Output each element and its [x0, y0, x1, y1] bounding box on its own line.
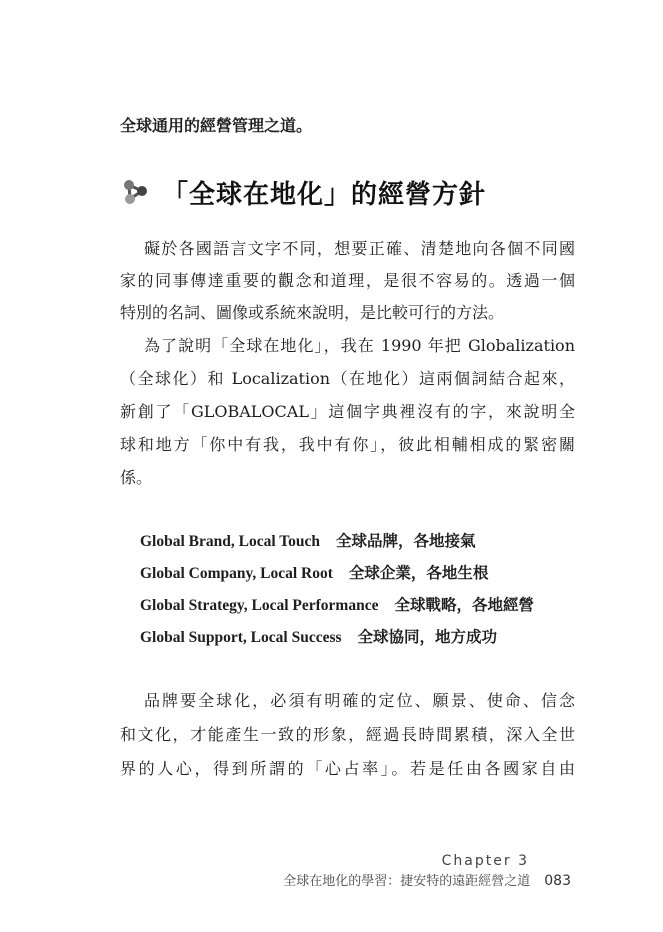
slogan-english: Global Strategy, Local Performance	[140, 597, 379, 614]
section-heading	[120, 172, 486, 212]
para1-line: 礙於各國語言文字不同，想要正確、清楚地向各個不同國	[144, 239, 575, 258]
para1-line: 家的同事傳達重要的觀念和道理，是很不容易的。透過一個	[120, 271, 575, 290]
slogan-chinese: 全球企業，各地生根	[348, 563, 489, 582]
para2-line: 係。	[120, 468, 153, 487]
book-title: 全球在地化的學習：捷安特的遠距經營之道	[283, 874, 531, 889]
para2-line: （全球化）和 Localization（在地化）這兩個詞結合起來，	[120, 369, 575, 388]
chapter-label: Chapter 3	[441, 853, 529, 869]
slogan-row	[140, 626, 497, 649]
slogan-row	[140, 594, 534, 617]
network-nodes-icon	[120, 177, 150, 207]
running-footer	[283, 870, 571, 889]
page-number: 083	[544, 873, 571, 889]
slogan-english: Global Company, Local Root	[140, 565, 333, 582]
intro-line: 全球通用的經營管理之道。	[120, 116, 313, 135]
para2-line: 新創了「GLOBALOCAL」這個字典裡沒有的字，來說明全	[120, 402, 575, 421]
slogan-row	[140, 530, 476, 553]
slogan-chinese: 全球協同，地方成功	[357, 627, 498, 646]
slogan-chinese: 全球戰略，各地經營	[394, 595, 534, 614]
slogan-english: Global Support, Local Success	[140, 629, 342, 646]
heading-text: 「全球在地化」的經營方針	[162, 179, 487, 210]
slogan-english: Global Brand, Local Touch	[140, 533, 321, 550]
para2-line: 為了說明「全球在地化」，我在 1990 年把 Globalization	[144, 336, 575, 355]
slogan-row	[140, 562, 488, 585]
para3-line: 和文化，才能產生一致的形象，經過長時間累積，深入全世	[120, 725, 575, 744]
slogan-chinese: 全球品牌，各地接氣	[336, 531, 476, 550]
para3-line: 界的人心，得到所謂的「心占率」。若是任由各國家自由	[120, 759, 575, 778]
para2-line: 球和地方「你中有我，我中有你」，彼此相輔相成的緊密關	[120, 435, 575, 454]
para1-line: 特別的名詞、圖像或系統來說明，是比較可行的方法。	[120, 303, 505, 322]
para3-line: 品牌要全球化，必須有明確的定位、願景、使命、信念	[144, 691, 575, 710]
